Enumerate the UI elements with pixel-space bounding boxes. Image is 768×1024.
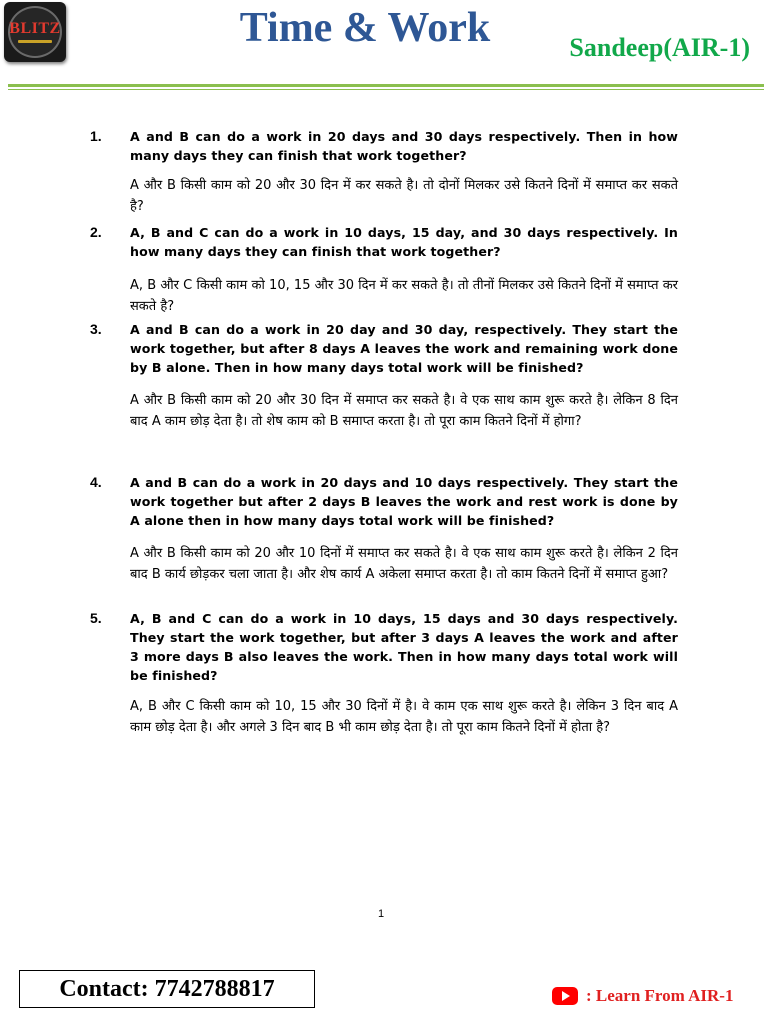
question-text-english: A and B can do a work in 20 days and 10 days respectively. They start the work together but after 2 days B leaves the work and rest work is done by A alone then in how many days total work will be finished? (130, 475, 678, 528)
youtube-channel-label: : Learn From AIR-1 (586, 986, 734, 1005)
question-text-english: A and B can do a work in 20 day and 30 day, respectively. They start the work together, but after 8 days A leaves the work and remaining work done by B alone. Then in how many days total work will be finished? (130, 322, 678, 375)
question-text-hindi: A और B किसी काम को 20 और 10 दिनों में समाप्त कर सकते है। वे एक साथ काम शुरू करते है। लेकिन 2 दिन बाद B कार्य छोड़कर चला जाता है। और शेष कार्य A अकेला समाप्त करता है। तो काम कितने दिनों में समाप्त हुआ? (130, 546, 678, 582)
contact-box (19, 970, 315, 1008)
page-title: Time & Work (239, 5, 491, 51)
header-rule (8, 84, 764, 87)
question-number: 3. (90, 321, 102, 337)
question-text-hindi: A और B किसी काम को 20 और 30 दिन में कर सकते है। तो दोनों मिलकर उसे कितने दिनों में समाप्त कर सकते है? (130, 178, 678, 214)
youtube-icon (552, 987, 578, 1005)
question-1 (90, 127, 678, 217)
question-text-hindi: A और B किसी काम को 20 और 30 दिन में समाप्त कर सकते है। वे एक साथ काम शुरू करते है। लेकिन 8 दिन बाद A काम छोड़ देता है। तो शेष काम को B समाप्त करता है। तो पूरा काम कितने दिनों में होगा? (130, 393, 678, 429)
logo-text: BLITZ (9, 20, 61, 37)
question-4 (90, 473, 678, 585)
question-text-english: A and B can do a work in 20 days and 30 days respectively. Then in how many days they can finish that work together? (130, 129, 678, 163)
question-2 (90, 223, 678, 317)
question-number: 4. (90, 474, 102, 490)
author-name: Sandeep(AIR-1) (569, 33, 750, 62)
page-number: 1 (377, 908, 385, 920)
contact-text: Contact: 7742788817 (59, 975, 275, 1002)
question-text-hindi: A, B और C किसी काम को 10, 15 और 30 दिनों में है। वे काम एक साथ शुरू करते है। लेकिन 3 दिन बाद A काम छोड़ देता है। और अगले 3 दिन बाद B भी काम छोड़ देता है। तो पूरा काम कितने दिनों में होता है? (130, 699, 678, 735)
header-rule-thin (8, 89, 764, 90)
question-5 (90, 609, 678, 738)
question-text-english: A, B and C can do a work in 10 days, 15 day, and 30 days respectively. In how many days they can finish that work together? (130, 225, 678, 259)
youtube-link[interactable] (552, 986, 733, 1006)
question-number: 5. (90, 610, 102, 626)
question-text-hindi: A, B और C किसी काम को 10, 15 और 30 दिन में कर सकते है। तो तीनों मिलकर उसे कितने दिनों में समाप्त कर सकते है? (130, 278, 678, 314)
question-number: 2. (90, 224, 102, 240)
question-3 (90, 320, 678, 432)
question-number: 1. (90, 128, 102, 144)
question-text-english: A, B and C can do a work in 10 days, 15 days and 30 days respectively. They start the work together, but after 3 days A leaves the work and after 3 more days B also leaves the work. Then in how many days total work will be finished? (130, 611, 678, 683)
play-icon (562, 991, 570, 1001)
